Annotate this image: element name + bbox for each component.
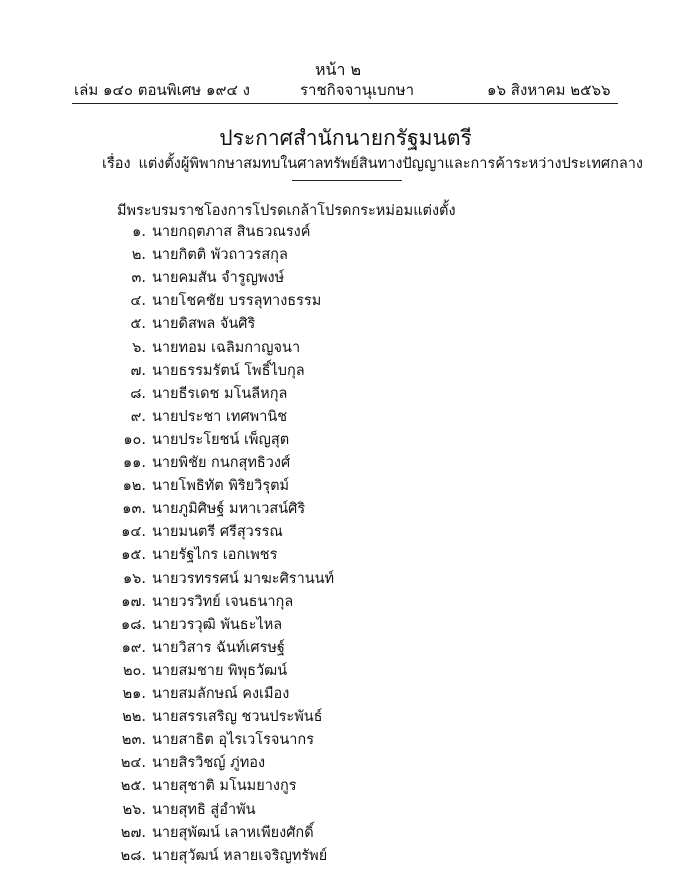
appointee-row [0, 613, 691, 633]
appointee-name: นายกฤตภาส สินธวณรงค์ [152, 224, 311, 240]
appointee-name: นายสุวัฒน์ หลายเจริญทรัพย์ [152, 847, 328, 864]
appointee-name: นายสมชาย พิพุธวัฒน์ [152, 662, 288, 679]
appointee-row [0, 266, 691, 286]
appointee-row [0, 336, 691, 356]
appointee-number: ๗. [130, 362, 146, 379]
appointee-row [0, 844, 691, 864]
appointee-name: นายประโยชน์ เพ็ญสุต [152, 431, 290, 448]
appointee-number: ๖. [132, 339, 146, 356]
appointee-row [0, 289, 691, 309]
appointee-name: นายธรรมรัตน์ โพธิ์ไบกุล [152, 362, 305, 379]
subject-text: แต่งตั้งผู้พิพากษาสมทบในศาลทรัพย์สินทางปัญญาและการค้าระหว่างประเทศกลาง [138, 156, 643, 172]
appointee-name: นายพิชัย กนกสุทธิวงศ์ [152, 455, 291, 471]
appointee-number: ๑๐. [123, 431, 146, 448]
announcement-subject [102, 152, 643, 175]
appointee-name: นายสุทธิ สู่อำพัน [152, 801, 256, 818]
appointee-number: ๘. [130, 385, 146, 402]
subject-label: เรื่อง [102, 156, 131, 172]
appointee-number: ๑๗. [121, 593, 146, 610]
appointee-row [0, 497, 691, 517]
appointee-row [0, 705, 691, 725]
appointee-number: ๑๙. [121, 639, 146, 656]
appointee-name: นายทอม เฉลิมกาญจนา [152, 339, 301, 356]
appointee-name: นายดิสพล จันศิริ [152, 316, 256, 333]
appointee-number: ๒๓. [121, 732, 146, 749]
gazette-volume: เล่ม ๑๔๐ ตอนพิเศษ ๑๙๔ ง [74, 81, 250, 99]
appointee-number: ๒. [131, 247, 146, 264]
appointee-row [0, 798, 691, 818]
appointee-number: ๒๕. [120, 778, 146, 795]
appointee-row [0, 428, 691, 448]
appointee-name: นายสรรเสริญ ชวนประพันธ์ [152, 709, 323, 726]
appointee-name: นายรัฐไกร เอกเพชร [152, 547, 278, 564]
appointee-name: นายโพธิทัต พิริยวิรุตม์ [152, 478, 290, 495]
appointee-number: ๙. [130, 408, 146, 425]
appointee-row [0, 382, 691, 402]
appointee-row [0, 243, 691, 263]
appointee-number: ๑๓. [122, 501, 146, 518]
appointee-number: ๒๔. [120, 755, 146, 772]
appointee-name: นายสุชาติ มโนมยางกูร [152, 778, 297, 795]
appointee-row [0, 474, 691, 494]
appointee-row [0, 821, 691, 841]
appointee-row [0, 636, 691, 656]
appointee-number: ๑๑. [122, 455, 146, 471]
appointee-number: ๔. [130, 293, 146, 310]
appointee-row [0, 405, 691, 425]
appointee-name: นายวรวิทย์ เจนธนากุล [152, 593, 294, 610]
appointee-number: ๑๕. [121, 547, 146, 564]
appointee-name: นายโชคชัย บรรลุทางธรรม [152, 293, 322, 310]
appointee-name: นายมนตรี ศรีสุวรรณ [152, 524, 283, 541]
appointee-name: นายกิตติ พัวถาวรสกุล [152, 247, 288, 264]
announcement-title: ประกาศสำนักนายกรัฐมนตรี [219, 126, 472, 150]
appointee-number: ๑๔. [121, 524, 146, 541]
appointee-row [0, 728, 691, 748]
header-rule [72, 103, 618, 104]
appointee-row [0, 659, 691, 679]
appointee-number: ๒๒. [122, 709, 146, 726]
appointee-name: นายสุพัฒน์ เลาหเพียงศักดิ์ [152, 824, 314, 841]
appointee-row [0, 543, 691, 563]
appointee-name: นายสิรวิชญ์ ภู่ทอง [152, 755, 266, 772]
appointee-row [0, 451, 691, 471]
appointee-name: นายวรทรรศน์ มาฆะศิรานนท์ [152, 570, 335, 587]
appointee-name: นายสมลักษณ์ คงเมือง [152, 686, 290, 702]
appointee-name: นายคมสัน จำรูญพงษ์ [152, 270, 285, 287]
appointee-name: นายวรวุฒิ พันธะไหล [152, 616, 283, 633]
appointee-number: ๒๐. [122, 662, 146, 679]
appointee-name: นายสาธิต อุไรเวโรจนากร [152, 732, 314, 749]
title-divider [292, 180, 402, 181]
appointee-number: ๕. [130, 316, 146, 333]
appointee-row [0, 751, 691, 771]
appointee-number: ๑. [132, 224, 146, 240]
appointee-row [0, 220, 691, 240]
royal-command-intro: มีพระบรมราชโองการโปรดเกล้าโปรดกระหม่อมแต่งตั้ง [117, 203, 456, 219]
appointee-number: ๒๖. [122, 801, 146, 818]
appointee-row [0, 774, 691, 794]
appointee-number: ๒๘. [120, 847, 146, 864]
appointee-name: นายภูมิศิษฐ์ มหาเวสน์ศิริ [152, 501, 306, 518]
appointee-name: นายประชา เทศพานิช [152, 408, 288, 425]
appointee-number: ๓. [131, 270, 146, 287]
appointee-number: ๑๘. [121, 616, 146, 633]
appointee-name: นายวิสาร ฉันท์เศรษฐ์ [152, 639, 285, 656]
appointee-number: ๒๗. [120, 824, 146, 841]
page-number: หน้า ๒ [315, 60, 362, 79]
appointee-number: ๑๒. [122, 478, 146, 495]
appointee-row [0, 312, 691, 332]
appointee-number: ๒๑. [122, 686, 146, 702]
gazette-date: ๑๖ สิงหาคม ๒๕๖๖ [487, 81, 611, 99]
gazette-name: ราชกิจจานุเบกษา [300, 81, 415, 99]
appointee-row [0, 590, 691, 610]
appointee-name: นายธีรเดช มโนลีหกุล [152, 385, 288, 402]
appointee-row [0, 682, 691, 702]
appointee-number: ๑๖. [122, 570, 146, 587]
appointee-row [0, 567, 691, 587]
appointee-row [0, 520, 691, 540]
appointee-row [0, 359, 691, 379]
